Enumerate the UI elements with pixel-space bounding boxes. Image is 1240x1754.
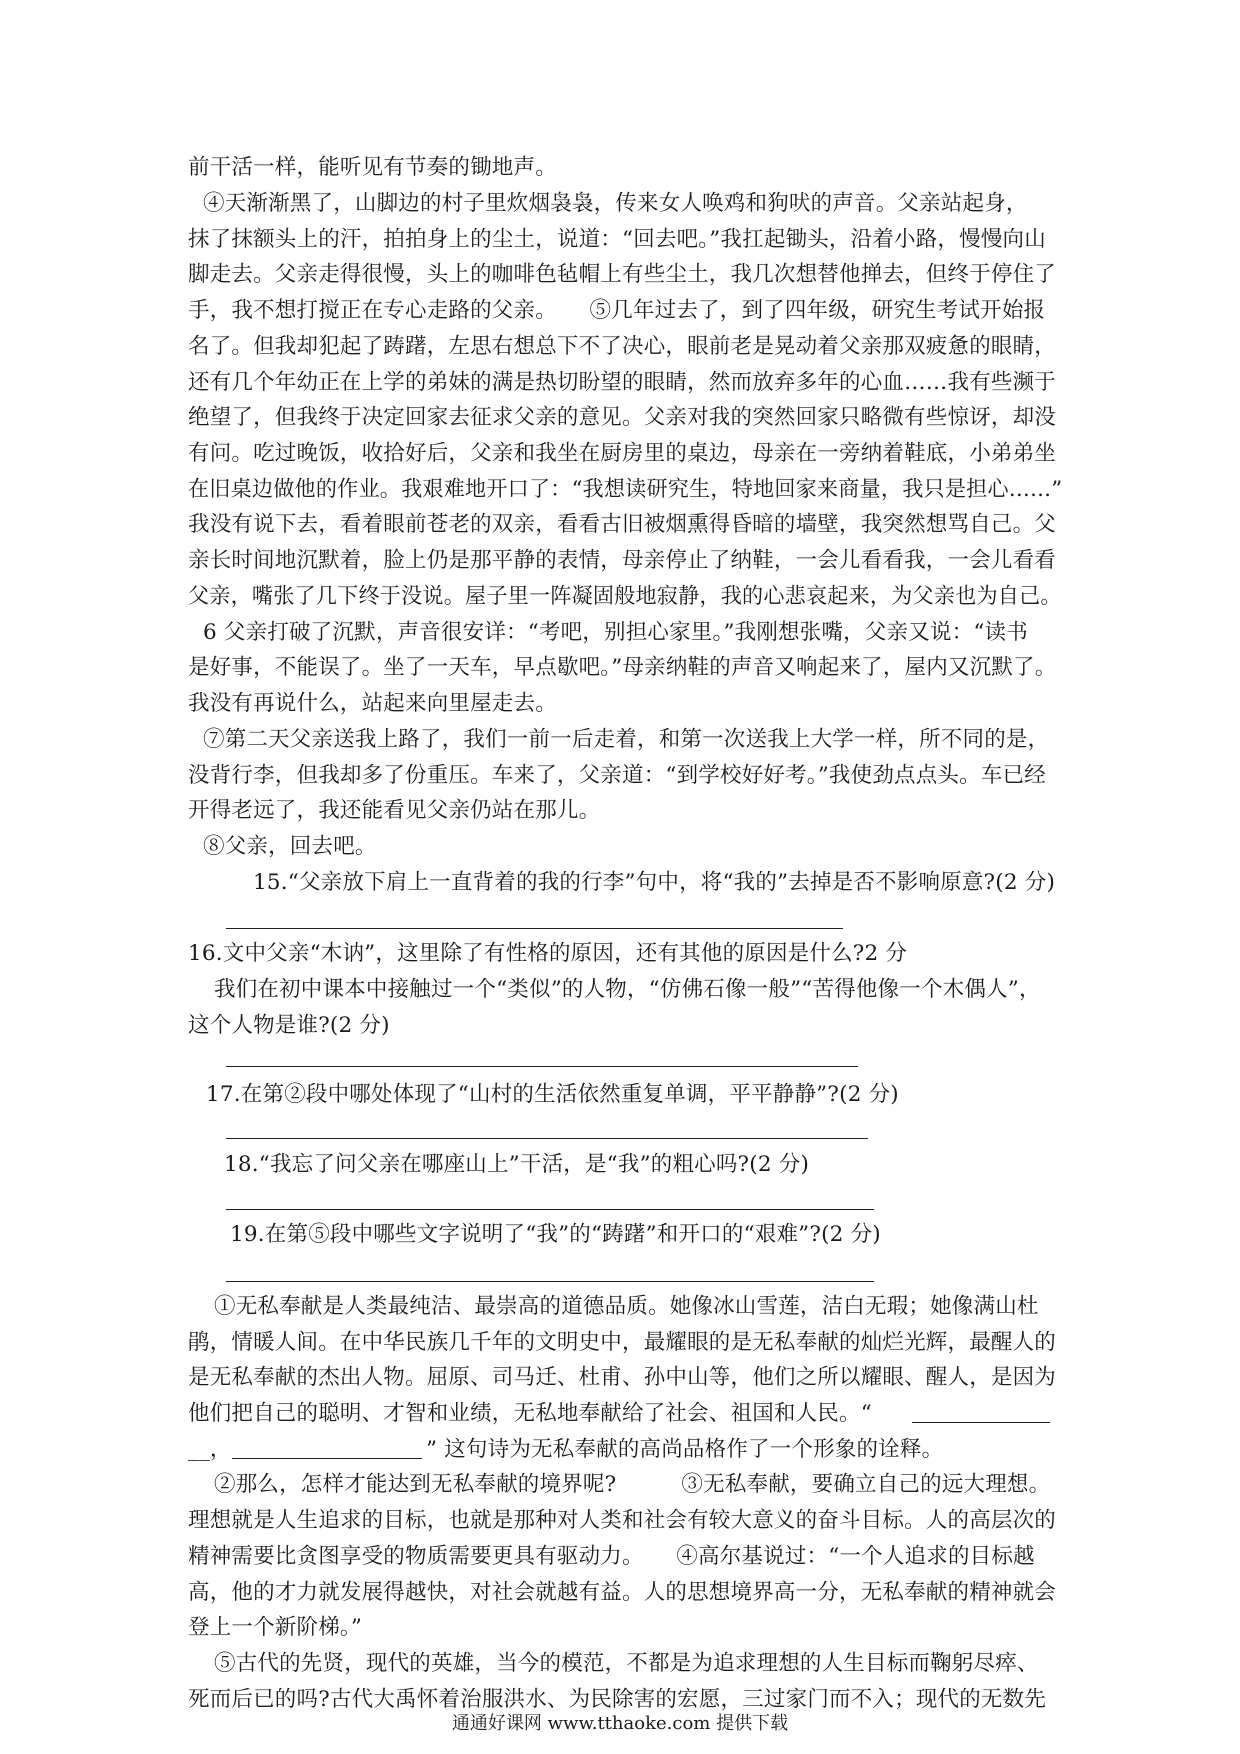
story-line: 是好事，不能误了。坐了一天车，早点歇吧。”母亲纳鞋的声音又响起来了，屋内又沉默了。	[188, 655, 1057, 680]
essay-line: ②那么，怎样才能达到无私奉献的境界呢? ③无私奉献，要确立自己的远大理想。	[214, 1472, 1051, 1497]
story-line: 6 父亲打破了沉默，声音很安详：“考吧，别担心家里。”我刚想张嘴，父亲又说：“读书	[203, 620, 1028, 645]
fill-in-blank[interactable]	[912, 1422, 1050, 1423]
answer-line-19[interactable]	[226, 1281, 874, 1282]
story-line: ⑧父亲，回去吧。	[203, 834, 377, 859]
essay-line: 理想就是人生追求的目标，也就是那种对人类和社会有较大意义的奋斗目标。人的高层次的	[188, 1508, 1057, 1533]
answer-line-16[interactable]	[226, 1066, 858, 1067]
story-line: ⑦第二天父亲送我上路了，我们一前一后走着，和第一次送我上大学一样，所不同的是，	[203, 727, 1050, 752]
essay-line: ” 这句诗为无私奉献的高尚品格作了一个形象的诠释。	[426, 1437, 944, 1462]
essay-line: 精神需要比贪图享受的物质需要更具有驱动力。 ④高尔基说过：“一个人追求的目标越	[188, 1544, 1035, 1569]
story-line: 绝望了，但我终于决定回家去征求父亲的意见。父亲对我的突然回家只略微有些惊讶，却没	[188, 405, 1057, 430]
question-17: 17.在第②段中哪处体现了“山村的生活依然重复单调，平平静静”?(2 分)	[206, 1082, 899, 1107]
essay-line: 死而后已的吗?古代大禹怀着治服洪水、为民除害的宏愿，三过家门而不入；现代的无数先	[188, 1687, 1047, 1712]
question-16-part3: 这个人物是谁?(2 分)	[188, 1013, 390, 1038]
story-line: 名了。但我却犯起了踌躇，左思右想总下不了决心，眼前老是晃动着父亲那双疲惫的眼睛，	[188, 334, 1057, 359]
question-16-part2: 我们在初中课本中接触过一个“类似”的人物，“仿佛石像一般”“苦得他像一个木偶人”，	[214, 977, 1041, 1002]
story-line: 亲长时间地沉默着，脸上仍是那平静的表情，母亲停止了纳鞋，一会儿看看我，一会儿看看	[188, 548, 1057, 573]
fill-in-blank[interactable]	[232, 1458, 422, 1459]
question-16: 16.文中父亲“木讷”，这里除了有性格的原因，还有其他的原因是什么?2 分	[188, 941, 908, 966]
answer-line-17[interactable]	[226, 1138, 868, 1139]
story-line: 手，我不想打搅正在专心走路的父亲。 ⑤几年过去了，到了四年级，研究生考试开始报	[188, 298, 1046, 323]
story-line: 在旧桌边做他的作业。我艰难地开口了：“我想读研究生，特地回家来商量，我只是担心……”	[188, 477, 1063, 502]
story-line: 没背行李，但我却多了份重压。车来了，父亲道：“到学校好好考。”我使劲点点头。车已经	[188, 763, 1046, 788]
essay-line: ⑤古代的先贤，现代的英雄，当今的模范，不都是为追求理想的人生目标而鞠躬尽瘁、	[214, 1651, 1039, 1676]
story-line: 有问。吃过晚饭，收拾好后，父亲和我坐在厨房里的桌边，母亲在一旁纳着鞋底，小弟弟坐	[188, 441, 1057, 466]
story-line: 父亲，嘴张了几下终于没说。屋子里一阵凝固般地寂静，我的心悲哀起来，为父亲也为自己。	[188, 584, 1062, 609]
story-line: 开得老远了，我还能看见父亲仍站在那儿。	[188, 798, 601, 823]
essay-line: 登上一个新阶梯。”	[188, 1615, 363, 1640]
story-line: 还有几个年幼正在上学的弟妹的满是热切盼望的眼睛，然而放弃多年的心血……我有些濒于	[188, 370, 1057, 395]
essay-line: ①无私奉献是人类最纯洁、最崇高的道德品质。她像冰山雪莲，洁白无瑕；她像满山杜	[214, 1294, 1039, 1319]
essay-line: 是无私奉献的杰出人物。屈原、司马迁、杜甫、孙中山等，他们之所以耀眼、醒人，是因为	[188, 1365, 1057, 1390]
answer-line-15[interactable]	[226, 928, 843, 929]
essay-line: 高，他的才力就发展得越快，对社会就越有益。人的思想境界高一分，无私奉献的精神就会	[188, 1580, 1057, 1605]
question-18: 18.“我忘了问父亲在哪座山上”干活，是“我”的粗心吗?(2 分)	[224, 1152, 810, 1177]
page-footer: 通通好课网 www.tthaoke.com 提供下载	[451, 1713, 789, 1734]
story-line: 抹了抹额头上的汗，拍拍身上的尘土，说道：“回去吧。”我扛起锄头，沿着小路，慢慢向山	[188, 227, 1046, 252]
story-line: 我没有再说什么，站起来向里屋走去。	[188, 691, 557, 716]
essay-line: 鹃，情暖人间。在中华民族几千年的文明史中，最耀眼的是无私奉献的灿烂光辉，最醒人的	[188, 1330, 1057, 1355]
essay-line: 他们把自己的聪明、才智和业绩，无私地奉献给了社会、祖国和人民。“	[188, 1401, 872, 1426]
essay-line: __，	[188, 1437, 232, 1462]
story-line: 前干活一样，能听见有节奏的锄地声。	[188, 155, 557, 180]
story-line: 脚走去。父亲走得很慢，头上的咖啡色毡帽上有些尘土，我几次想替他掸去，但终于停住了	[188, 262, 1057, 287]
question-19: 19.在第⑤段中哪些文字说明了“我”的“踌躇”和开口的“艰难”?(2 分)	[230, 1222, 881, 1247]
story-line: 我没有说下去，看着眼前苍老的双亲，看看古旧被烟熏得昏暗的墙壁，我突然想骂自己。父	[188, 512, 1057, 537]
question-15: 15.“父亲放下肩上一直背着的我的行李”句中，将“我的”去掉是否不影响原意?(2 分)	[253, 870, 1056, 895]
answer-line-18[interactable]	[226, 1209, 874, 1210]
story-line: ④天渐渐黑了，山脚边的村子里炊烟袅袅，传来女人唤鸡和狗吠的声音。父亲站起身，	[203, 191, 1028, 216]
